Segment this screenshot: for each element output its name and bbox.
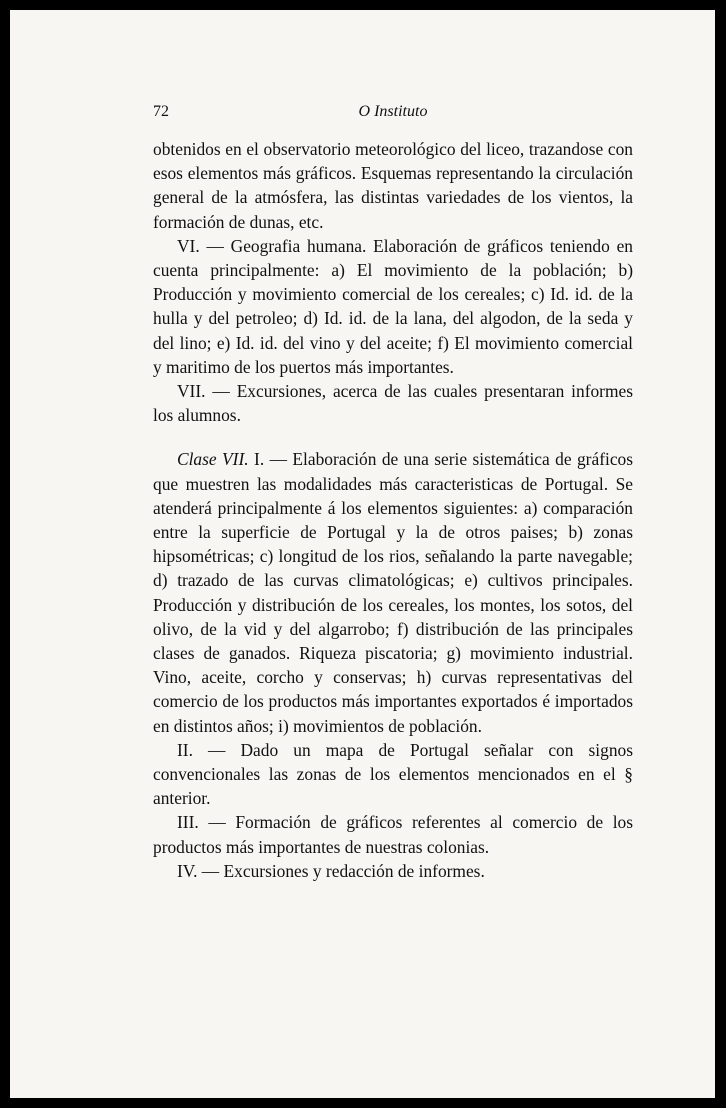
- journal-title: O Instituto: [358, 103, 428, 120]
- clase-vii-text: I. — Elaboración de una serie sistemática de gráficos que muestren las modalidades más caracteristicas de Portugal. Se atenderá principalmente á los elementos siguientes: a) comparación entre la superficie de Portugal y la de otros paises; b) zonas hipsométricas; c) longitud de los rios, señalando la parte navegable; d) trazado de las curvas climatológicas; e) cultivos principales. Producción y distribución de los cereales, los montes, los sotos, del olivo, de la vid y del algarrobo; f) distribución de las principales clases de ganados. Riqueza piscatoria; g) movimiento industrial. Vino, aceite, corcho y conservas; h) curvas representativas del comercio de los productos más importantes exportados é importados en distintos años; i) movimientos de población.: [153, 449, 633, 736]
- paragraph-comercio-colonias: III. — Formación de gráficos referentes al comercio de los productos más importantes de nuestras colonias.: [153, 812, 633, 857]
- page-number: 72: [153, 103, 169, 120]
- clase-label: Clase VII.: [177, 449, 249, 470]
- body-text: [153, 137, 633, 883]
- paragraph-geografia-humana: VI. — Geografia humana. Elaboración de gráficos teniendo en cuenta principalmente: a) El movimiento de la población; b) Producción y movimiento comercial de los cereales; c) Id. id. de la hulla y del petroleo; d) Id. id. de la lana, del algodon, de la seda y del lino; e) Id. id. del vino y del aceite; f) El movimiento comercial y maritimo de los puertos más importantes.: [153, 235, 633, 377]
- paragraph-excursiones-iv: IV. — Excursiones y redacción de informes.: [177, 860, 485, 881]
- paragraph-clase-vii: [153, 447, 633, 737]
- running-head: [153, 103, 633, 123]
- page-sheet: [10, 10, 715, 1098]
- paragraph-observatorio: obtenidos en el observatorio meteorológico del liceo, trazandose con esos elementos más gráficos. Esquemas representando la circulación general de la atmósfera, las distintas variedades de los vientos, la formación de dunas, etc.: [153, 139, 633, 232]
- paragraph-mapa-portugal: II. — Dado un mapa de Portugal señalar con signos convencionales las zonas de los elementos mencionados en el § anterior.: [153, 739, 633, 809]
- paragraph-excursiones-vii: VII. — Excursiones, acerca de las cuales presentaran informes los alumnos.: [153, 381, 633, 426]
